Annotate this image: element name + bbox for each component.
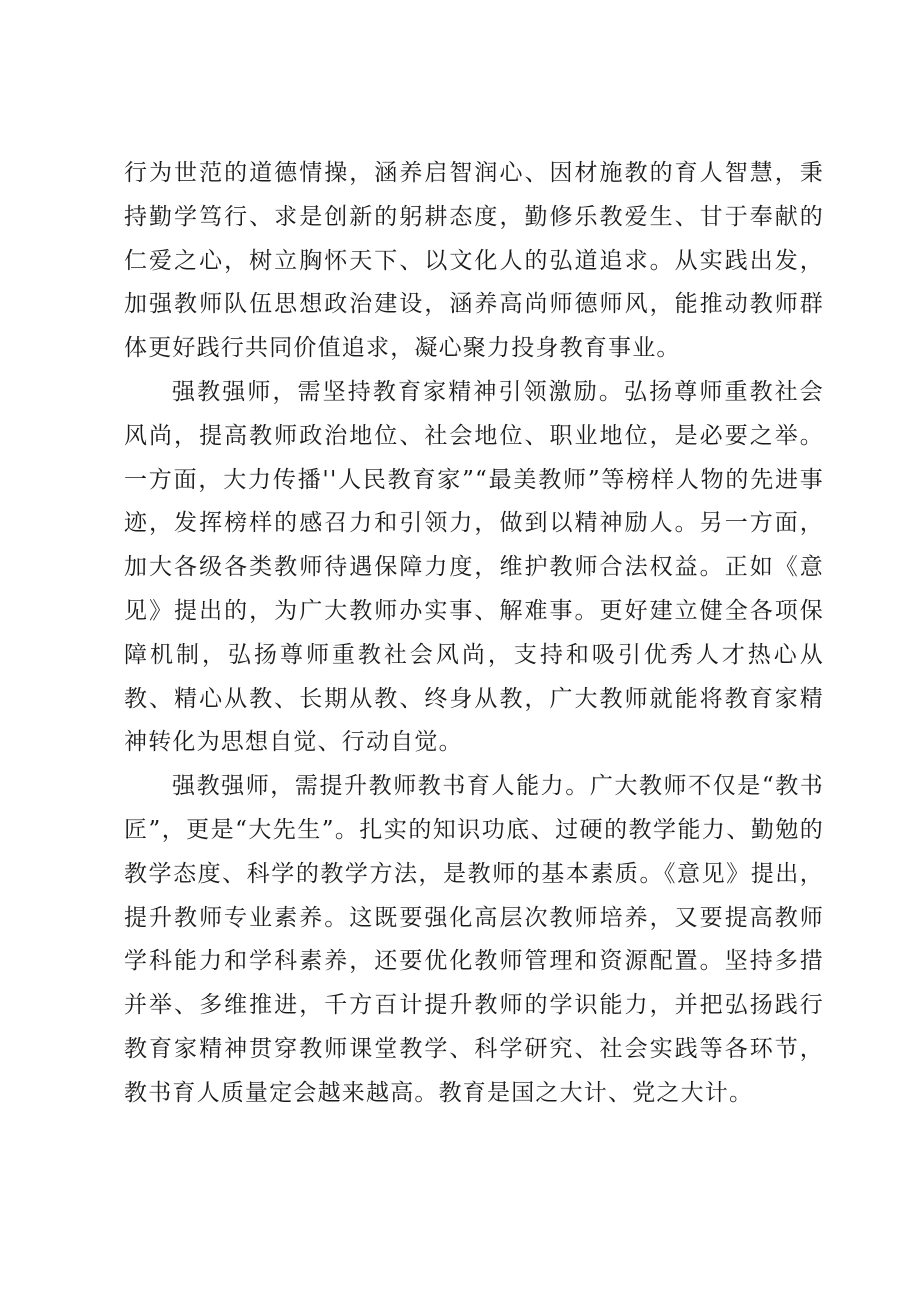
paragraph-teaching-ability: 强教强师，需提升教师教书育人能力。广大教师不仅是“教书匠”，更是“大先生”。扎实的知识功底、过硬的教学能力、勤勉的教学态度、科学的教学方法，是教师的基本素质。《意见》提出，提升教师专业素养。这既要强化高层次教师培养，又要提高教师学科能力和学科素养，还要优化教师管理和资源配置。坚持多措并举、多维推进，千方百计提升教师的学识能力，并把弘扬践行教育家精神贯穿教师课堂教学、科学研究、社会实践等各环节，教书育人质量定会越来越高。教育是国之大计、党之大计。 xyxy=(124,773,824,1106)
document-body xyxy=(124,152,824,1116)
paragraph-continuation: 行为世范的道德情操，涵养启智润心、因材施教的育人智慧，秉持勤学笃行、求是创新的躬耕态度，勤修乐教爱生、甘于奉献的仁爱之心，树立胸怀天下、以文化人的弘道追求。从实践出发，加强教师队伍思想政治建设，涵养高尚师德师风，能推动教师群体更好践行共同价值追求，凝心聚力投身教育事业。 xyxy=(124,160,824,362)
paragraph-teacher-spirit-guidance: 强教强师，需坚持教育家精神引领激励。弘扬尊师重教社会风尚，提高教师政治地位、社会地位、职业地位，是必要之举。一方面，大力传播''人民教育家”“最美教师”等榜样人物的先进事迹，发挥榜样的感召力和引领力，做到以精神励人。另一方面，加大各级各类教师待遇保障力度，维护教师合法权益。正如《意见》提出的，为广大教师办实事、解难事。更好建立健全各项保障机制，弘扬尊师重教社会风尚，支持和吸引优秀人才热心从教、精心从教、长期从教、终身从教，广大教师就能将教育家精神转化为思想自觉、行动自觉。 xyxy=(124,378,824,756)
